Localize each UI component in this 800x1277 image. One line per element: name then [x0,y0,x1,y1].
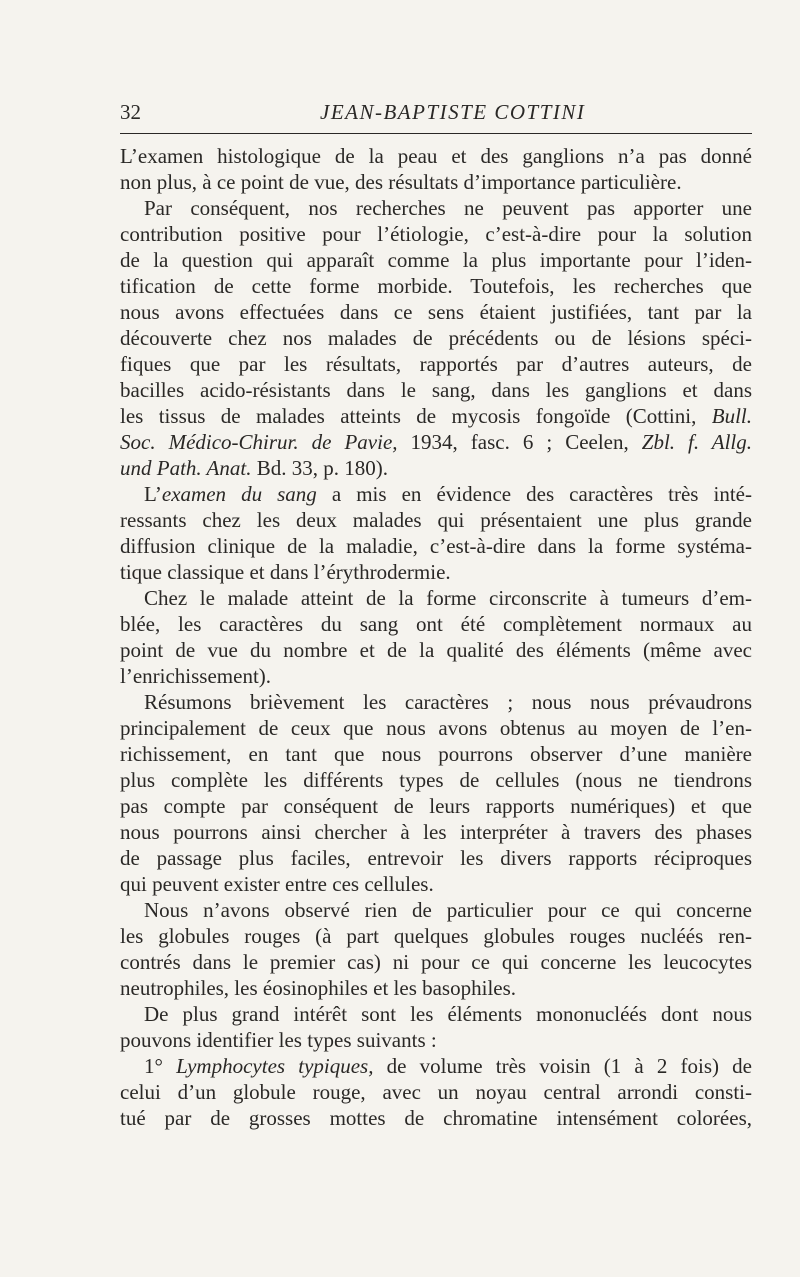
citation-italic: Bull. [711,404,752,428]
running-head: JEAN-BAPTISTE COTTINI [320,100,586,124]
text-line: De plus grand intérêt sont les éléments mononucléés dont nous [144,1002,752,1026]
text-line: celui d’un globule rouge, avec un noyau central arrondi consti- [120,1080,752,1104]
text-line: tification de cette forme morbide. Toutefois, les recherches que [120,274,752,298]
text-line: point de vue du nombre et de la qualité des éléments (même avec [120,638,752,662]
citation-italic: Zbl. f. Allg. [641,430,752,454]
text-line: plus complète les différents types de cellules (nous ne tiendrons [120,768,752,792]
emphasis-italic: Lymphocytes typiques, [176,1054,374,1078]
text-line: découverte chez nos malades de précédents ou de lésions spéci- [120,326,752,350]
citation-italic: und Path. Anat. [120,456,252,480]
text-line: Par conséquent, nos recherches ne peuvent pas apporter une [144,196,752,220]
text-line: L’examen histologique de la peau et des ganglions n’a pas donné [120,144,752,168]
header-rule [120,133,752,134]
text-line: pas compte par conséquent de leurs rapports numériques) et que [120,794,752,818]
text-line: pouvons identifier les types suivants : [120,1028,437,1052]
text-line: neutrophiles, les éosinophiles et les basophiles. [120,976,517,1000]
text-line: Nous n’avons observé rien de particulier pour ce qui concerne [144,898,752,922]
text-line: de la question qui apparaît comme la plus importante pour l’iden- [120,248,752,272]
page-number: 32 [120,100,141,124]
text-line: de passage plus faciles, entrevoir les divers rapports réciproques [120,846,752,870]
text-line: Résumons brièvement les caractères ; nous nous prévaudrons [144,690,752,714]
text-line: les globules rouges (à part quelques globules rouges nucléés ren- [120,924,752,948]
text-line: fiques que par les résultats, rapportés par d’autres auteurs, de [120,352,752,376]
text-line: richissement, en tant que nous pourrons observer d’une manière [120,742,752,766]
text-run: 1° [144,1054,177,1078]
text-run: de volume très voisin (1 à 2 fois) de [373,1054,752,1078]
text-line: bacilles acido-résistants dans le sang, dans les ganglions et dans [120,378,752,402]
text-line: tué par de grosses mottes de chromatine intensément colorées, [120,1106,752,1130]
text-line: Chez le malade atteint de la forme circonscrite à tumeurs d’em- [144,586,752,610]
text-line: contribution positive pour l’étiologie, c’est-à-dire pour la solution [120,222,752,246]
text-line: qui peuvent exister entre ces cellules. [120,872,434,896]
text-line: nous pourrons ainsi chercher à les interpréter à travers des phases [120,820,752,844]
text-line: l’enrichissement). [120,664,272,688]
text-line [120,403,752,429]
text-line: blée, les caractères du sang ont été complètement normaux au [120,612,752,636]
text-line [120,1053,752,1079]
text-line: non plus, à ce point de vue, des résultats d’importance particulière. [120,170,682,194]
text-run: Bd. 33, p. 180). [251,456,388,480]
text-run: les tissus de malades atteints de mycosis fongoïde (Cottini, [120,404,712,428]
text-run: L’ [144,482,162,506]
text-line: contrés dans le premier cas) ni pour ce qui concerne les leucocytes [120,950,752,974]
text-line: principalement de ceux que nous avons obtenus au moyen de l’en- [120,716,752,740]
text-line [120,455,752,481]
text-line [120,481,752,507]
text-run: a mis en évidence des caractères très inté- [316,482,752,506]
text-line: nous avons effectuées dans ce sens étaient justifiées, tant par la [120,300,752,324]
body-text [120,143,752,1131]
text-line: ressants chez les deux malades qui présentaient une plus grande [120,508,752,532]
text-line: tique classique et dans l’érythrodermie. [120,560,451,584]
text-run: 1934, fasc. 6 ; Ceelen, [397,430,642,454]
text-line: diffusion clinique de la maladie, c’est-à-dire dans la forme systéma- [120,534,752,558]
emphasis-italic: examen du sang [161,482,317,506]
page-header [120,100,752,130]
text-line [120,429,752,455]
citation-italic: Soc. Médico-Chirur. de Pavie, [120,430,398,454]
